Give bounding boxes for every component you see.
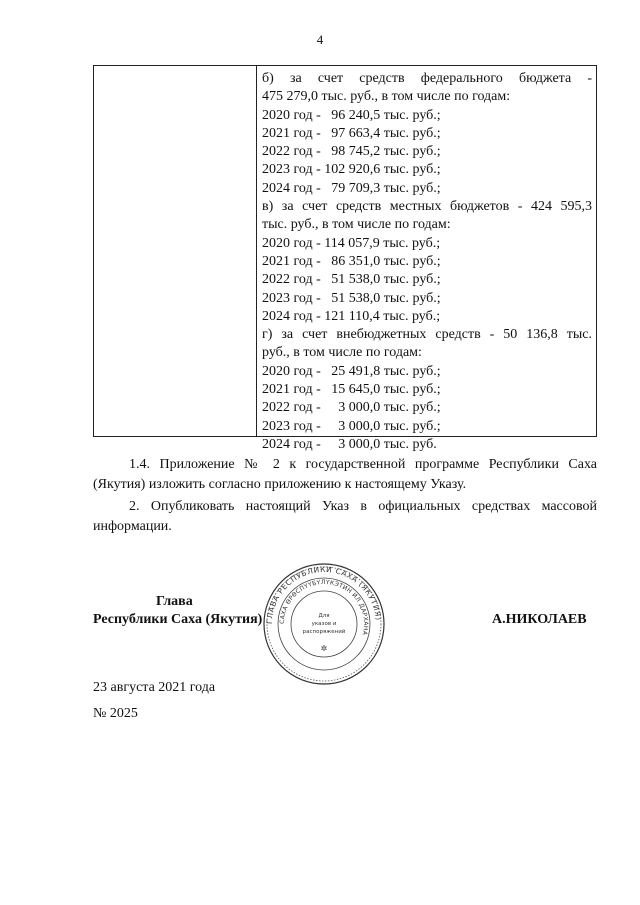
budget-line: 2021 год - 86 351,0 тыс. руб.; [262,253,441,269]
budget-line: руб., в том числе по годам: [262,345,422,361]
budget-line: 2022 год - 51 538,0 тыс. руб.; [262,272,441,288]
budget-line: 2020 год - 96 240,5 тыс. руб.; [262,107,441,123]
budget-financing-cell [262,70,592,454]
official-seal [262,562,386,686]
signatory-name: А.НИКОЛАЕВ [492,612,587,627]
budget-line: 2023 год - 51 538,0 тыс. руб.; [262,290,441,306]
budget-line: в) за счет средств местных бюджетов - 424 595,3 [262,199,592,215]
budget-line: 2023 год - 3 000,0 тыс. руб.; [262,418,441,434]
budget-line: 2022 год - 98 745,2 тыс. руб.; [262,144,441,160]
budget-line: 2021 год - 97 663,4 тыс. руб.; [262,125,441,141]
paragraph-2: 2. Опубликовать настоящий Указ в официальных средствах массовой информации. [93,499,597,534]
budget-line: 2023 год - 102 920,6 тыс. руб.; [262,162,441,178]
budget-line: 2021 год - 15 645,0 тыс. руб.; [262,382,441,398]
decree-number: № 2025 [93,706,138,721]
seal-outer-text: ГЛАВА РЕСПУБЛИКИ САХА (ЯКУТИЯ) [264,564,383,625]
budget-line: 2024 год - 121 110,4 тыс. руб.; [262,308,441,324]
budget-line: 2022 год - 3 000,0 тыс. руб.; [262,400,441,416]
seal-center-line2: указов и [311,621,337,627]
signing-date: 23 августа 2021 года [93,680,216,695]
paragraph-1-4: 1.4. Приложение № 2 к государственной программе Республики Саха (Якутия) изложить согласно приложению к настоящему Указу. [93,457,597,492]
budget-line: 2024 год - 79 709,3 тыс. руб.; [262,180,441,196]
seal-center-line3: распоряжений [302,629,346,635]
seal-star-icon: ✲ [320,644,328,653]
budget-line: 2020 год - 25 491,8 тыс. руб.; [262,363,441,379]
budget-line: г) за счет внебюджетных средств - 50 136,8 тыс. [262,327,592,343]
budget-table [93,65,597,452]
table-column-divider [256,66,257,436]
signature-title-line2: Республики Саха (Якутия) [93,612,263,627]
budget-line: 2020 год - 114 057,9 тыс. руб.; [262,235,441,251]
budget-line: 2024 год - 3 000,0 тыс. руб. [262,436,437,452]
budget-line: 475 279,0 тыс. руб., в том числе по годам: [262,89,511,105]
budget-line: тыс. руб., в том числе по годам: [262,217,451,233]
page-number: 4 [316,32,324,47]
seal-inner-text: САХА ӨРӨСПҮҮБҮЛҮКЭТИН ИЛ ДАРХАНА [278,578,370,636]
budget-line: б) за счет средств федерального бюджета - [262,71,592,86]
seal-center-line1: Для [318,613,330,619]
signature-title-line1: Глава [156,594,193,609]
